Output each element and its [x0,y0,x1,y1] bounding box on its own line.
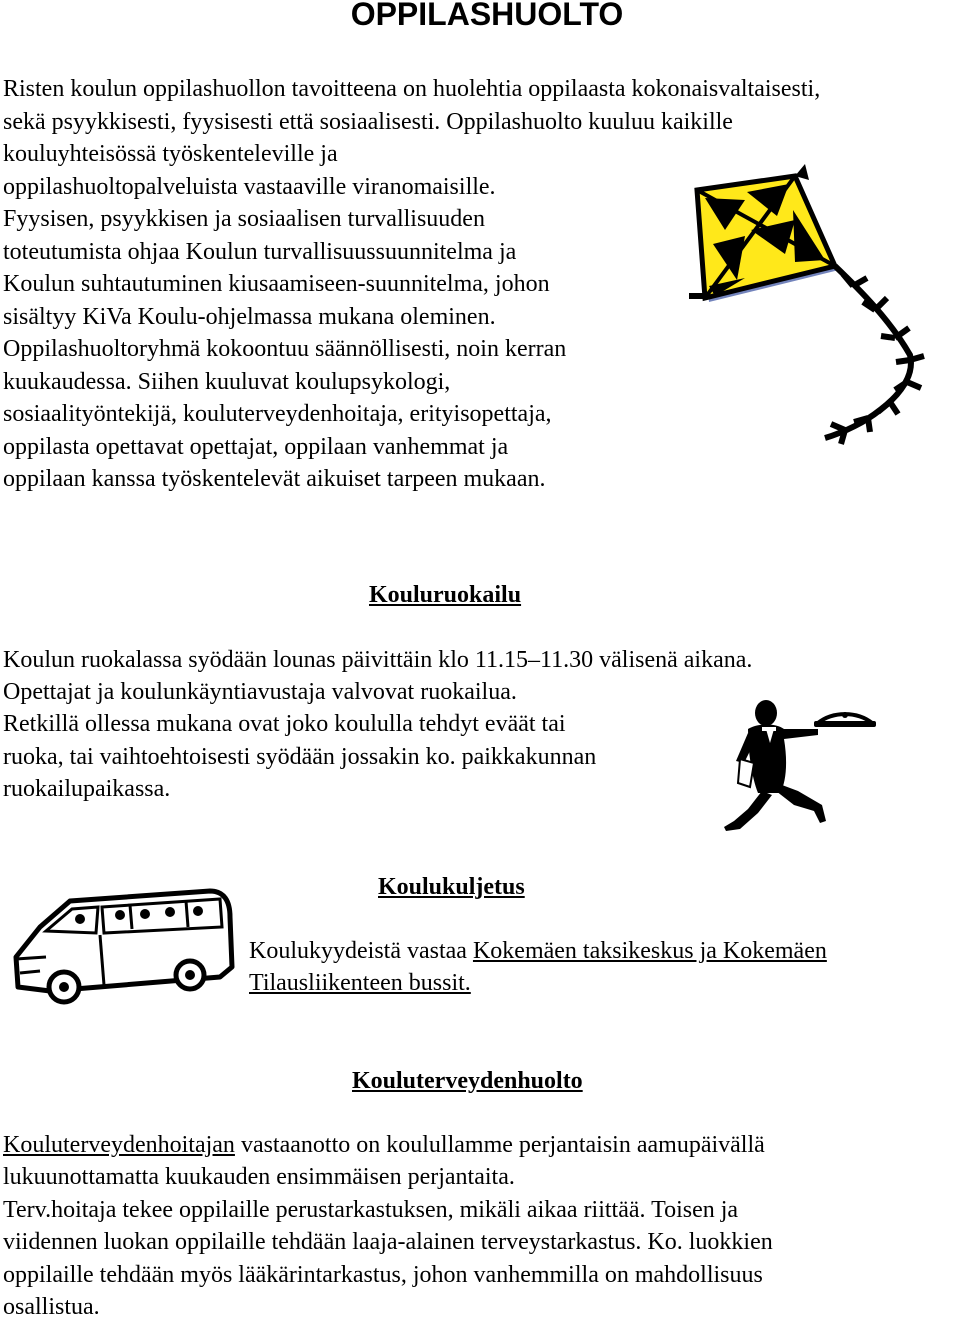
intro-line: Koulun suhtautuminen kiusaamiseen-suunnitelma, johon [3,271,550,297]
kouluterveydenhuolto-line: Terv.hoitaja tekee oppilaille perustarkastuksen, mikäli aikaa riittää. Toisen ja [3,1197,739,1223]
kouluterveydenhuolto-line: oppilaille tehdään myös lääkärintarkastus, johon vanhemmilla on mahdollisuus [3,1262,763,1288]
kouluterveydenhuolto-line: osallistua. [3,1294,100,1320]
kouluterveydenhoitaja-link[interactable]: Kouluterveydenhoitajan [3,1132,235,1158]
kouluruokailu-line: Koulun ruokalassa syödään lounas päivittäin klo 11.15–11.30 välisenä aikana. [3,647,753,673]
kouluterveydenhuolto-line: lukuunottamatta kuukauden ensimmäisen perjantaita. [3,1164,515,1190]
intro-line: sosiaalityöntekijä, kouluterveydenhoitaja, erityisopettaja, [3,401,552,427]
section-heading-koulukuljetus: Koulukuljetus [378,874,525,900]
intro-line: sekä psyykkisesti, fyysisesti että sosiaalisesti. Oppilashuolto kuuluu kaikille [3,109,733,135]
kouluterveydenhuolto-line: viidennen luokan oppilaille tehdään laaja-alainen terveystarkastus. Ko. luokkien [3,1229,773,1255]
intro-line: Risten koulun oppilashuollon tavoitteena on huolehtia oppilaasta kokonaisvaltaisesti, [3,76,821,102]
kouluruokailu-line: ruoka, tai vaihtoehtoisesti syödään jossakin ko. paikkakunnan [3,744,597,770]
intro-line: kouluyhteisössä työskenteleville ja [3,141,338,167]
intro-line: sisältyy KiVa Koulu-ohjelmassa mukana oleminen. [3,304,496,330]
intro-line: toteutumista ohjaa Koulun turvallisuussuunnitelma ja [3,239,517,265]
koulukuljetus-line-1 [249,935,827,967]
waiter-illustration [718,683,888,833]
koulukuljetus-line-2 [249,967,471,999]
section-heading-kouluruokailu: Kouluruokailu [369,582,522,608]
kouluterveydenhuolto-line [3,1129,765,1161]
section-heading-kouluterveydenhuolto: Kouluterveydenhuolto [352,1068,583,1094]
intro-line: Oppilashuoltoryhmä kokoontuu säännöllisesti, noin kerran [3,336,567,362]
kite-illustration [685,170,945,460]
van-illustration [10,887,235,1007]
intro-line: oppilashuoltopalveluista vastaaville viranomaisille. [3,174,496,200]
intro-line: kuukaudessa. Siihen kuuluvat koulupsykologi, [3,369,451,395]
kouluruokailu-line: Retkillä ollessa mukana ovat joko koululla tehdyt eväät tai [3,711,566,737]
intro-line: oppilasta opettavat opettajat, oppilaan vanhemmat ja [3,434,509,460]
intro-line: oppilaan kanssa työskentelevät aikuiset tarpeen mukaan. [3,466,546,492]
kouluterveydenhuolto-line-rest: vastaanotto on koulullamme perjantaisin aamupäivällä [234,1132,765,1158]
intro-line: Fyysisen, psyykkisen ja sosiaalisen turvallisuuden [3,206,485,232]
tilausliikenne-link[interactable]: Tilausliikenteen bussit. [249,970,471,996]
kouluruokailu-line: ruokailupaikassa. [3,776,171,802]
koulukuljetus-text: Koulukyydeistä vastaa [249,938,473,964]
kouluruokailu-line: Opettajat ja koulunkäyntiavustaja valvovat ruokailua. [3,679,517,705]
page-title: OPPILASHUOLTO [350,0,624,32]
taksikeskus-link[interactable]: Kokemäen taksikeskus ja Kokemäen [472,938,827,964]
